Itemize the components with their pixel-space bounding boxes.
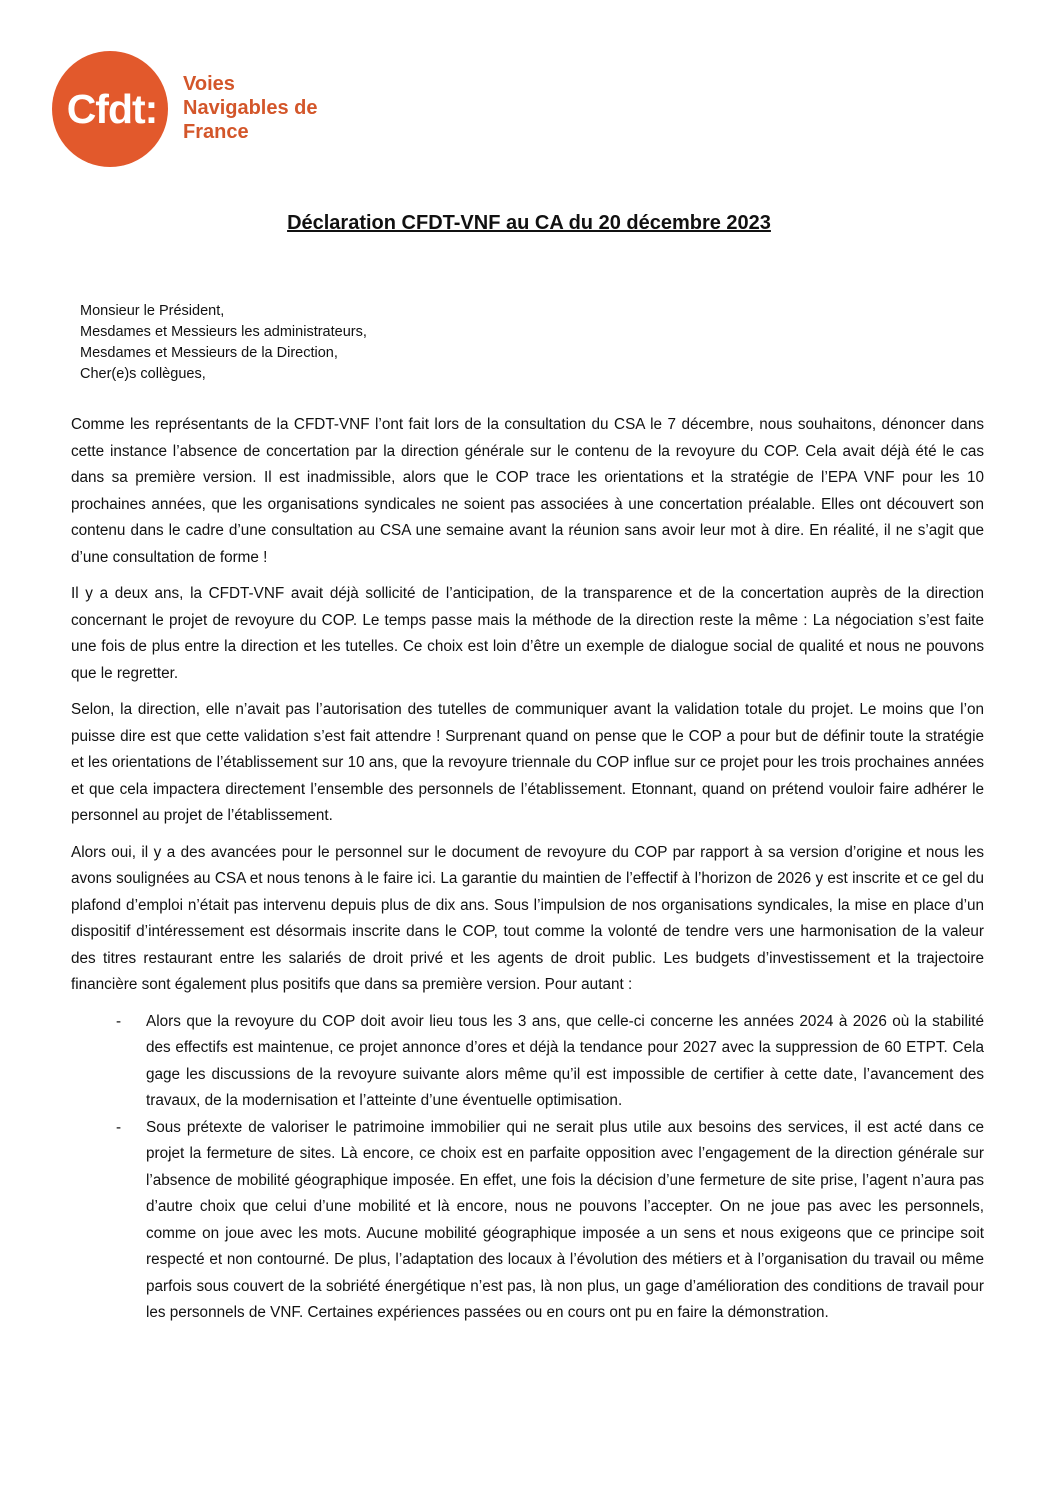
salutation-line: Mesdames et Messieurs les administrateurs, (80, 324, 367, 340)
bullet-text: Sous prétexte de valoriser le patrimoine immobilier qui ne serait plus utile aux besoins des services, il est acté dans ce projet la fermeture de sites. Là encore, ce choix est en parfaite opposition avec l’engagement de la direction générale sur l’absence de mobilité géographique imposée. En effet, une fois la décision d’une fermeture de site prise, l’agent n’aura pas d’autre choix que celui d’une mobilité et là encore, nous ne pouvons l’accepter. On ne joue pas avec les personnels, comme on joue avec les mots. Aucune mobilité géographique imposée a un sens et nous exigeons que ce principe soit respecté et non contourné. De plus, l’adaptation des locaux à l’évolution des métiers et à l’organisation du travail ou même parfois sous couvert de la sobriété énergétique n’est pas, là non plus, un gage d’amélioration des conditions de travail pour les personnels de VNF. Certaines expériences passées ou en cours ont pu en faire la démonstration. (146, 1118, 984, 1321)
bullet-item (71, 1115, 984, 1327)
salutation (80, 301, 367, 385)
salutation-line: Mesdames et Messieurs de la Direction, (80, 345, 338, 361)
bullet-item (71, 1009, 984, 1115)
paragraph: Alors oui, il y a des avancées pour le personnel sur le document de revoyure du COP par rapport à sa version d’origine et nous les avons soulignées au CSA et nous tenons à le faire ici. La garantie du maintien de l’effectif à l’horizon de 2026 y est inscrite et ce gel du plafond d’emploi n’était pas intervenu depuis plus de dix ans. Sous l’impulsion de nos organisations syndicales, la mise en place d’un dispositif d’intéressement est désormais inscrite dans le COP, tout comme la volonté de tendre vers une harmonisation de la valeur des titres restaurant entre les salariés de droit privé et les agents de droit public. Les budgets d’investissement et la trajectoire financière sont également plus positifs que dans sa première version. Pour autant : (71, 843, 984, 993)
bullet-list (71, 1009, 984, 1327)
dash-marker: - (116, 1012, 122, 1030)
cfdt-logo (52, 51, 168, 167)
salutation-line: Monsieur le Président, (80, 303, 225, 319)
document-title: Déclaration CFDT-VNF au CA du 20 décembre 2023 (287, 212, 771, 234)
org-name-line: France (183, 121, 249, 143)
org-name-line: Navigables de (183, 97, 318, 119)
bullet-text: Alors que la revoyure du COP doit avoir lieu tous les 3 ans, que celle-ci concerne les années 2024 à 2026 où la stabilité des effectifs est maintenue, ce projet annonce d’ores et déjà la tendance pour 2027 avec la suppression de 60 ETPT. Cela gage les discussions de la revoyure suivante alors même qu’il est impossible de certifier à cette date, l’avancement des travaux, de la modernisation et l’atteinte d’une éventuelle optimisation. (146, 1012, 984, 1109)
org-name-line: Voies (183, 73, 235, 95)
logo-mark-text: Cfdt: (66, 85, 158, 132)
dash-marker: - (116, 1118, 122, 1136)
org-name (183, 72, 318, 144)
paragraph: Il y a deux ans, la CFDT-VNF avait déjà sollicité de l’anticipation, de la transparence et de la concertation auprès de la direction concernant le projet de revoyure du COP. Le temps passe mais la méthode de la direction reste la même : La négociation s’est faite une fois de plus entre la direction et les tutelles. Ce choix est loin d’être un exemple de dialogue social de qualité et nous ne pouvons que le regretter. (71, 585, 984, 682)
paragraph: Comme les représentants de la CFDT-VNF l’ont fait lors de la consultation du CSA le 7 décembre, nous souhaitons, dénoncer dans cette instance l’absence de concertation par la direction générale sur le contenu de la revoyure du COP. Cela avait déjà été le cas dans sa première version. Il est inadmissible, alors que le COP trace les orientations et la stratégie de l’EPA VNF pour les 10 prochaines années, que les organisations syndicales ne soient pas associées à une concertation préalable. Elles ont découvert son contenu dans le cadre d’une consultation au CSA une semaine avant la réunion sans avoir leur mot à dire. En réalité, il ne s’agit que d’une consultation de forme ! (71, 416, 984, 566)
salutation-line: Cher(e)s collègues, (80, 366, 206, 382)
paragraph: Selon, la direction, elle n’avait pas l’autorisation des tutelles de communiquer avant la validation totale du projet. Le moins que l’on puisse dire est que cette validation s’est fait attendre ! Surprenant quand on pense que le COP a pour but de définir toute la stratégie et les orientations de l’établissement sur 10 ans, que la revoyure triennale du COP influe sur ce projet pour les trois prochaines années et que cela impactera directement l’ensemble des personnels de l’établissement. Etonnant, quand on prétend vouloir faire adhérer le personnel au projet de l’établissement. (71, 701, 984, 824)
document-body (71, 412, 984, 1327)
